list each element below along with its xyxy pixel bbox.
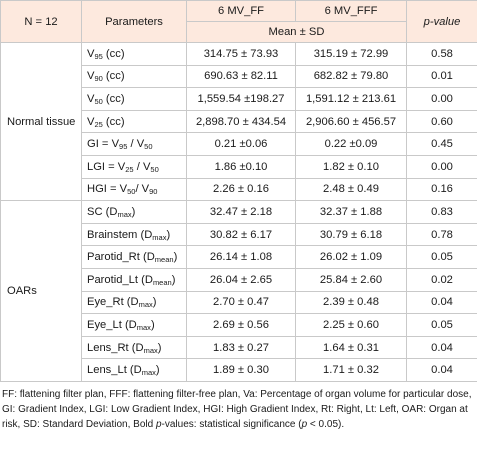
footnote-p-italic: p	[155, 419, 162, 431]
p-cell: 0.05	[407, 246, 477, 269]
p-cell: 0.00	[407, 155, 477, 178]
ff-cell: 26.04 ± 2.65	[187, 268, 296, 291]
param-label: Parotid_Rt $(D_{mean})$	[87, 251, 178, 265]
param-cell	[82, 133, 187, 156]
p-cell: 0.04	[407, 359, 477, 382]
fff-cell: 32.37 ± 1.88	[296, 201, 407, 224]
param-label: SC $(D_{max})$	[87, 205, 136, 219]
fff-cell: 1,591.12 ± 213.61	[296, 88, 407, 111]
table-footnote	[2, 387, 474, 433]
param-label: Eye_Rt $(D_{max})$	[87, 296, 157, 310]
param-cell	[82, 88, 187, 111]
param-label: $V_{25}$ (cc)	[87, 115, 125, 129]
p-cell: 0.04	[407, 291, 477, 314]
footnote-text-2: -values: statistical significance (	[161, 419, 302, 431]
p-cell: 0.78	[407, 223, 477, 246]
ff-cell: 26.14 ± 1.08	[187, 246, 296, 269]
param-cell	[82, 336, 187, 359]
param-label: $V_{50}$ (cc)	[87, 92, 125, 106]
fff-cell: 315.19 ± 72.99	[296, 43, 407, 66]
p-cell: 0.58	[407, 43, 477, 66]
param-label: $V_{90}$ (cc)	[87, 70, 125, 84]
param-label: Brainstem $(D_{max})$	[87, 228, 171, 242]
fff-cell: 2,906.60 ± 456.57	[296, 110, 407, 133]
footnote-p-italic-2: p	[301, 419, 308, 431]
param-label: HGI = $V_{50}/$ $V_{90}$	[87, 183, 158, 197]
ff-cell: 1.86 ±0.10	[187, 155, 296, 178]
group-normal-tissue: Normal tissue	[1, 43, 82, 201]
ff-cell: 2.69 ± 0.56	[187, 314, 296, 337]
p-cell: 0.60	[407, 110, 477, 133]
param-cell	[82, 65, 187, 88]
param-cell	[82, 268, 187, 291]
ff-cell: 0.21 ±0.06	[187, 133, 296, 156]
param-cell	[82, 155, 187, 178]
param-cell	[82, 246, 187, 269]
param-label: Parotid_Lt $(D_{mean})$	[87, 273, 176, 287]
ff-header: 6 MV_FF	[187, 1, 296, 22]
ff-cell: 32.47 ± 2.18	[187, 201, 296, 224]
ff-cell: 2.26 ± 0.16	[187, 178, 296, 201]
p-cell: 0.83	[407, 201, 477, 224]
n-label: N = 12	[1, 1, 82, 43]
fff-cell: 2.48 ± 0.49	[296, 178, 407, 201]
fff-cell: 25.84 ± 2.60	[296, 268, 407, 291]
param-cell	[82, 43, 187, 66]
footnote-text: FF: flattening filter plan, FFF: flattening filter-free plan, Va: Percentage of organ volume for particular dose, GI: Gradient Index, LGI: Low Gradient Index, HGI: High Gradient Index, Rt: Right, Lt: Left, OAR: Organ at risk, SD: Standard Deviation, Bold	[2, 389, 472, 431]
ff-cell: 30.82 ± 6.17	[187, 223, 296, 246]
param-label: GI = $V_{95} / V_{50}$	[87, 138, 153, 152]
table-row	[1, 201, 477, 224]
param-cell	[82, 178, 187, 201]
param-cell	[82, 201, 187, 224]
param-cell	[82, 110, 187, 133]
param-label: Lens_Rt $(D_{max})$	[87, 341, 162, 355]
p-cell: 0.05	[407, 314, 477, 337]
footnote-text-3: < 0.05).	[307, 419, 345, 431]
ff-cell: 1,559.54 ±198.27	[187, 88, 296, 111]
p-cell: 0.45	[407, 133, 477, 156]
fff-cell: 2.25 ± 0.60	[296, 314, 407, 337]
param-label: Lens_Lt $(D_{max})$	[87, 364, 160, 378]
fff-cell: 1.71 ± 0.32	[296, 359, 407, 382]
param-label: LGI = $V_{25} / V_{50}$	[87, 160, 159, 174]
parameters-header: Parameters	[82, 1, 187, 43]
ff-cell: 2.70 ± 0.47	[187, 291, 296, 314]
p-cell: 0.00	[407, 88, 477, 111]
fff-cell: 2.39 ± 0.48	[296, 291, 407, 314]
fff-cell: 26.02 ± 1.09	[296, 246, 407, 269]
fff-cell: 1.82 ± 0.10	[296, 155, 407, 178]
param-cell	[82, 223, 187, 246]
p-cell: 0.01	[407, 65, 477, 88]
ff-cell: 2,898.70 ± 434.54	[187, 110, 296, 133]
param-cell	[82, 359, 187, 382]
fff-header: 6 MV_FFF	[296, 1, 407, 22]
p-cell: 0.04	[407, 336, 477, 359]
param-cell	[82, 314, 187, 337]
fff-cell: 1.64 ± 0.31	[296, 336, 407, 359]
mean-sd-header: Mean ± SD	[187, 22, 407, 43]
fff-cell: 682.82 ± 79.80	[296, 65, 407, 88]
param-label: Eye_Lt $(D_{max})$	[87, 318, 155, 332]
ff-cell: 314.75 ± 73.93	[187, 43, 296, 66]
ff-cell: 1.89 ± 0.30	[187, 359, 296, 382]
p-cell: 0.02	[407, 268, 477, 291]
p-value-header: p-value	[407, 1, 477, 43]
fff-cell: 30.79 ± 6.18	[296, 223, 407, 246]
table-row	[1, 43, 477, 66]
param-label: $V_{95}$ (cc)	[87, 47, 125, 61]
ff-cell: 1.83 ± 0.27	[187, 336, 296, 359]
ff-cell: 690.63 ± 82.11	[187, 65, 296, 88]
p-cell: 0.16	[407, 178, 477, 201]
group-oars: OARs	[1, 201, 82, 382]
param-cell	[82, 291, 187, 314]
fff-cell: 0.22 ±0.09	[296, 133, 407, 156]
